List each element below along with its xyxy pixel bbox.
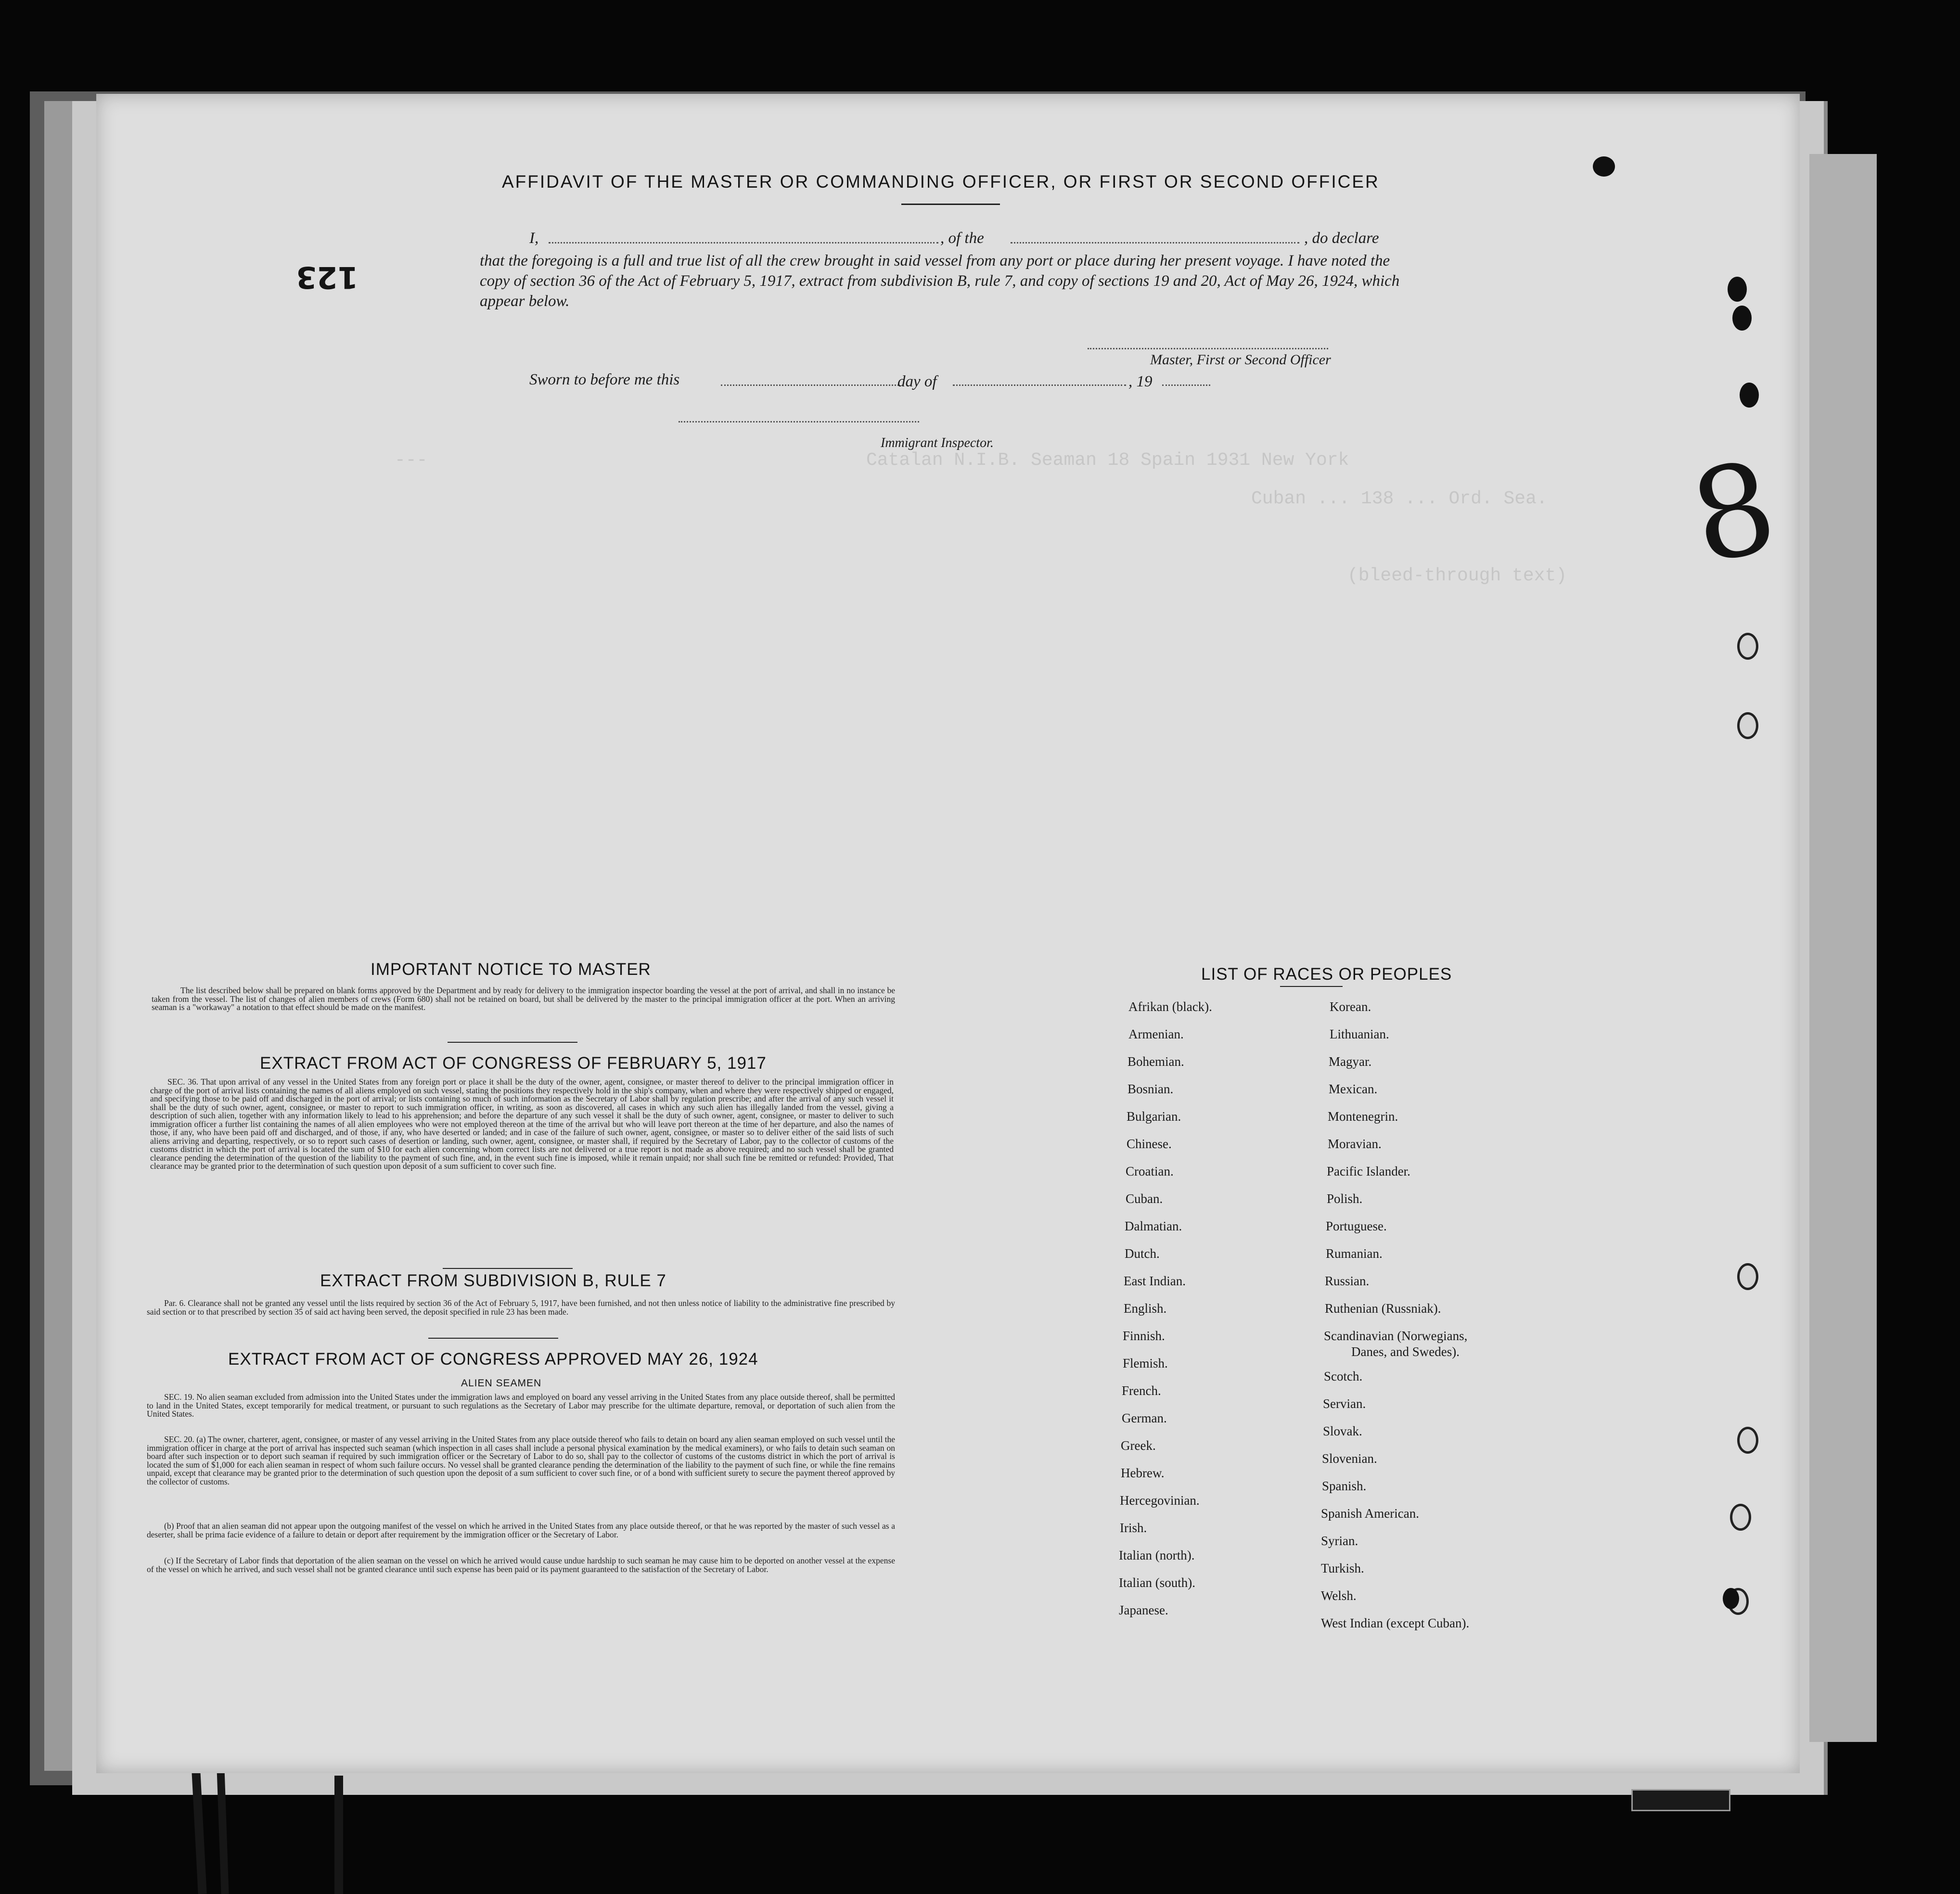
race-item: Russian. xyxy=(1325,1274,1370,1288)
extract-rule7-title: EXTRACT FROM SUBDIVISION B, RULE 7 xyxy=(320,1271,666,1290)
race-item: Scotch. xyxy=(1324,1369,1363,1383)
ring-hole xyxy=(1737,1263,1758,1290)
race-item: Scandinavian (Norwegians, xyxy=(1324,1329,1468,1343)
section-divider xyxy=(448,1042,577,1043)
inspector-label: Immigrant Inspector. xyxy=(881,435,994,450)
form-page xyxy=(96,94,1800,1773)
extract-1924-title: EXTRACT FROM ACT OF CONGRESS APPROVED MAY 26, 1924 xyxy=(228,1350,758,1369)
back-sheet-edge xyxy=(1809,154,1877,1742)
sworn-month-field[interactable] xyxy=(953,384,1126,386)
race-item: Ruthenian (Russniak). xyxy=(1325,1301,1441,1316)
ring-hole xyxy=(1737,633,1758,660)
day-of-label: day of xyxy=(897,373,937,390)
section-divider xyxy=(428,1338,558,1339)
extract-1917-title: EXTRACT FROM ACT OF CONGRESS OF FEBRUARY 5, 1917 xyxy=(260,1054,767,1073)
bleed-through-text: Catalan N.I.B. Seaman 18 Spain 1931 New York xyxy=(866,450,1349,471)
race-item: Spanish American. xyxy=(1321,1506,1419,1521)
race-item: Bohemian. xyxy=(1127,1054,1184,1069)
race-item: East Indian. xyxy=(1124,1274,1186,1288)
race-item: Polish. xyxy=(1327,1191,1363,1206)
punch-hole xyxy=(1740,383,1759,408)
race-item: Italian (north). xyxy=(1119,1548,1195,1562)
binding-tab xyxy=(334,1776,343,1894)
title-underline xyxy=(901,204,1000,205)
notice-title: IMPORTANT NOTICE TO MASTER xyxy=(371,960,651,979)
sworn-label: Sworn to before me this xyxy=(529,371,680,388)
ring-hole xyxy=(1737,1427,1758,1454)
sworn-year-field[interactable] xyxy=(1162,384,1210,386)
race-item: Korean. xyxy=(1330,999,1371,1014)
sworn-day-field[interactable] xyxy=(721,384,899,386)
race-item: Armenian. xyxy=(1128,1027,1184,1041)
race-item: Dalmatian. xyxy=(1125,1219,1182,1233)
race-item: Slovak. xyxy=(1323,1424,1362,1438)
punch-hole xyxy=(1732,306,1752,331)
race-item: Portuguese. xyxy=(1326,1219,1387,1233)
race-item: Croatian. xyxy=(1126,1164,1174,1178)
race-item: Mexican. xyxy=(1329,1082,1378,1096)
sec20c-body: (c) If the Secretary of Labor finds that deportation of the alien seaman on the vessel on which he arrived would cause undue hardship to such seaman he may cause him to be deported on another vessel at the expense of the vessel on which he arrived, and such vessel shall not be granted clearance until such expense has been paid or its payment guaranteed to the satisfaction of the Secretary of Labor. xyxy=(147,1556,895,1574)
race-item: Moravian. xyxy=(1328,1137,1382,1151)
race-item: Finnish. xyxy=(1123,1329,1165,1343)
race-item: Bosnian. xyxy=(1127,1082,1174,1096)
race-item: Pacific Islander. xyxy=(1327,1164,1410,1178)
extract-rule7-body: Par. 6. Clearance shall not be granted any vessel until the lists required by section 36 of the Act of February 5, 1917, have been furnished, and not then unless notice of liability to the administrative fine prescribed by said section or to that prescribed by section 35 of said act having been served, the deposit specified in rule 23 has been made. xyxy=(147,1298,895,1317)
race-item: English. xyxy=(1124,1301,1167,1316)
race-item: Syrian. xyxy=(1321,1534,1358,1548)
sec20a-body: SEC. 20. (a) The owner, charterer, agent, consignee, or master of any vessel arriving in the United States from any place outside thereof who fails to detain on board any alien seaman employed on such vessel until the immigration officer in charge at the port of arrival has inspected such seaman (which inspection in all cases shall include a personal physical examination by the medical examiners), or who fails to detain such seaman on board after such inspection or to deport such seaman if required by such immigration officer or the Secretary of Labor to do so, shall pay to the collector of customs of the customs district in which the port of arrival is located the sum of $1,000 for each alien seaman in respect of whom such failure occurs. No vessel shall be granted clearance pending the determination of the liability to the payment of such fine, or while the fine remains unpaid, except that clearance may be granted prior to the determination of such question upon the deposit of a sum sufficient to cover such fine, or of a bond with sufficient surety to secure the payment thereof approved by the collector of customs. xyxy=(147,1434,895,1486)
section-divider xyxy=(443,1268,573,1269)
race-item: Danes, and Swedes). xyxy=(1351,1344,1460,1359)
master-label: Master, First or Second Officer xyxy=(1150,352,1331,368)
affidavit-declare: , do declare xyxy=(1304,230,1379,247)
affidavit-of-the: , of the xyxy=(940,230,984,247)
affidavit-title: AFFIDAVIT OF THE MASTER OR COMMANDING OFFICER, OR FIRST OR SECOND OFFICER xyxy=(502,172,1380,192)
races-title-underline xyxy=(1280,986,1343,987)
punch-hole xyxy=(1723,1588,1739,1609)
inspector-signature-field[interactable] xyxy=(679,421,919,422)
race-item: French. xyxy=(1122,1383,1161,1398)
race-item: Spanish. xyxy=(1322,1479,1367,1493)
race-item: German. xyxy=(1122,1411,1167,1425)
ring-hole xyxy=(1737,712,1758,739)
punch-hole xyxy=(1728,277,1747,302)
name-field[interactable] xyxy=(549,242,938,243)
race-item: Rumanian. xyxy=(1326,1246,1383,1261)
race-item: Cuban. xyxy=(1126,1191,1163,1206)
sec20b-body: (b) Proof that an alien seaman did not appear upon the outgoing manifest of the vessel on which he arrived in the United States from any place outside thereof, or that he was reported by the master of such vessel as a deserter, shall be prima facie evidence of a failure to detain or deport after requirement by the immigration officer or the Secretary of Labor. xyxy=(147,1521,895,1539)
vessel-field[interactable] xyxy=(1011,242,1299,243)
race-item: Hercegovinian. xyxy=(1120,1493,1200,1508)
sec19-body: SEC. 19. No alien seaman excluded from admission into the United States under the immigration laws and employed on board any vessel arriving in the United States from any place outside thereof, shall be permitted to land in the United States, except temporarily for medical treatment, or pursuant to such regulations as the Secretary of Labor may prescribe for the ultimate departure, removal, or deportation of such alien from the United States. xyxy=(147,1392,895,1419)
punch-hole xyxy=(1593,156,1615,177)
race-item: Montenegrin. xyxy=(1328,1109,1398,1124)
affidavit-i: I, xyxy=(529,230,539,247)
bleed-through-text: (bleed-through text) xyxy=(1347,565,1567,586)
race-item: Greek. xyxy=(1121,1438,1156,1453)
master-signature-field[interactable] xyxy=(1088,348,1328,349)
race-item: Welsh. xyxy=(1321,1588,1357,1603)
affidavit-body: that the foregoing is a full and true list of all the crew brought in said vessel from any port or place during her present voyage. I have noted the copy of section 36 of the Act of February 5, 1917, extract from subdivision B, rule 7, and copy of sections 19 and 20, Act of May 26, 1924, which appear below. xyxy=(480,252,1400,310)
race-item: Dutch. xyxy=(1125,1246,1160,1261)
extract-1924-subtitle: ALIEN SEAMEN xyxy=(461,1378,542,1389)
extract-1917-body: SEC. 36. That upon arrival of any vessel in the United States from any foreign port or place it shall be the duty of the owner, agent, consignee, or master thereof to deliver to the principal immigration officer in charge of the port of arrival lists containing the names of all aliens employed on such vessel, stating the positions they respectively hold in the ship's company, when and where they were respectively shipped or engaged, and specifying those to be paid off and discharged in the port of arrival; or lists containing so much of such information as the Secretary of Labor shall by regulation prescribe; and after the arrival of any such vessel it shall be the duty of such owner, agent, consignee, or master to report to such immigration officer, in writing, as soon as discovered, all cases in which any such alien has illegally landed from the vessel, giving a description of such alien, together with any information likely to lead to his apprehension; and before the departure of any such vessel it shall be the duty of such owner, agent, consignee, or master to deliver to such immigration officer a further list containing the names of all alien employees who were not employed thereon at the time of the arrival but who will leave port thereon at the time of her departure, and also the names of those, if any, who have been paid off and discharged, and of those, if any, who have deserted or landed; and in case of the failure of such owner, agent, consignee, or master so to deliver either of the said lists of such aliens arriving and departing, respectively, or so to report such cases of desertion or landing, such owner, agent, consignee, or master shall, if required by the Secretary of Labor, pay to the collector of customs of the customs district in which the port of arrival is located the sum of $10 for each alien concerning whom correct lists are not delivered or a true report is not made as above required; and no such vessel shall be granted clearance pending the determination of the question of the liability to the payment of such fine, and, in the event such fine is imposed, while it remain unpaid; nor shall such fine be remitted or refunded: Provided, That clearance may be granted prior to the determination of such question upon deposit of a sum sufficient to cover such fine. xyxy=(150,1077,894,1171)
race-item: Turkish. xyxy=(1321,1561,1364,1575)
race-item: Flemish. xyxy=(1123,1356,1168,1370)
year-label: , 19 xyxy=(1128,373,1153,390)
race-item: Lithuanian. xyxy=(1330,1027,1389,1041)
race-item: Hebrew. xyxy=(1121,1466,1165,1480)
ring-hole xyxy=(1730,1504,1751,1531)
race-item: Afrikan (black). xyxy=(1128,999,1212,1014)
races-title: LIST OF RACES OR PEOPLES xyxy=(1201,965,1452,984)
race-item: West Indian (except Cuban). xyxy=(1321,1616,1470,1630)
form-number: 123 xyxy=(296,260,359,295)
handwritten-number: 8 xyxy=(1679,434,1788,592)
race-item: Slovenian. xyxy=(1322,1451,1377,1466)
race-item: Bulgarian. xyxy=(1127,1109,1181,1124)
bleed-through-text: --- xyxy=(395,450,428,471)
race-item: Italian (south). xyxy=(1119,1575,1195,1590)
race-item: Servian. xyxy=(1323,1396,1366,1411)
notice-body: The list described below shall be prepared on blank forms approved by the Department and by ready for delivery to the immigration inspector boarding the vessel at the port of arrival, and shall in no instance be taken from the vessel. The list of changes of alien members of crews (Form 680) shall not be retained on board, but shall be delivered by the master to the principal immigration officer at the port. When an arriving seaman is a "workaway" a notation to that effect should be made on the manifest. xyxy=(152,985,895,1012)
bleed-through-text: Cuban ... 138 ... Ord. Sea. xyxy=(1251,488,1548,509)
race-item: Irish. xyxy=(1120,1521,1147,1535)
race-item: Chinese. xyxy=(1127,1137,1172,1151)
race-item: Japanese. xyxy=(1119,1603,1168,1617)
race-item: Magyar. xyxy=(1329,1054,1372,1069)
stamp-label xyxy=(1631,1789,1730,1811)
